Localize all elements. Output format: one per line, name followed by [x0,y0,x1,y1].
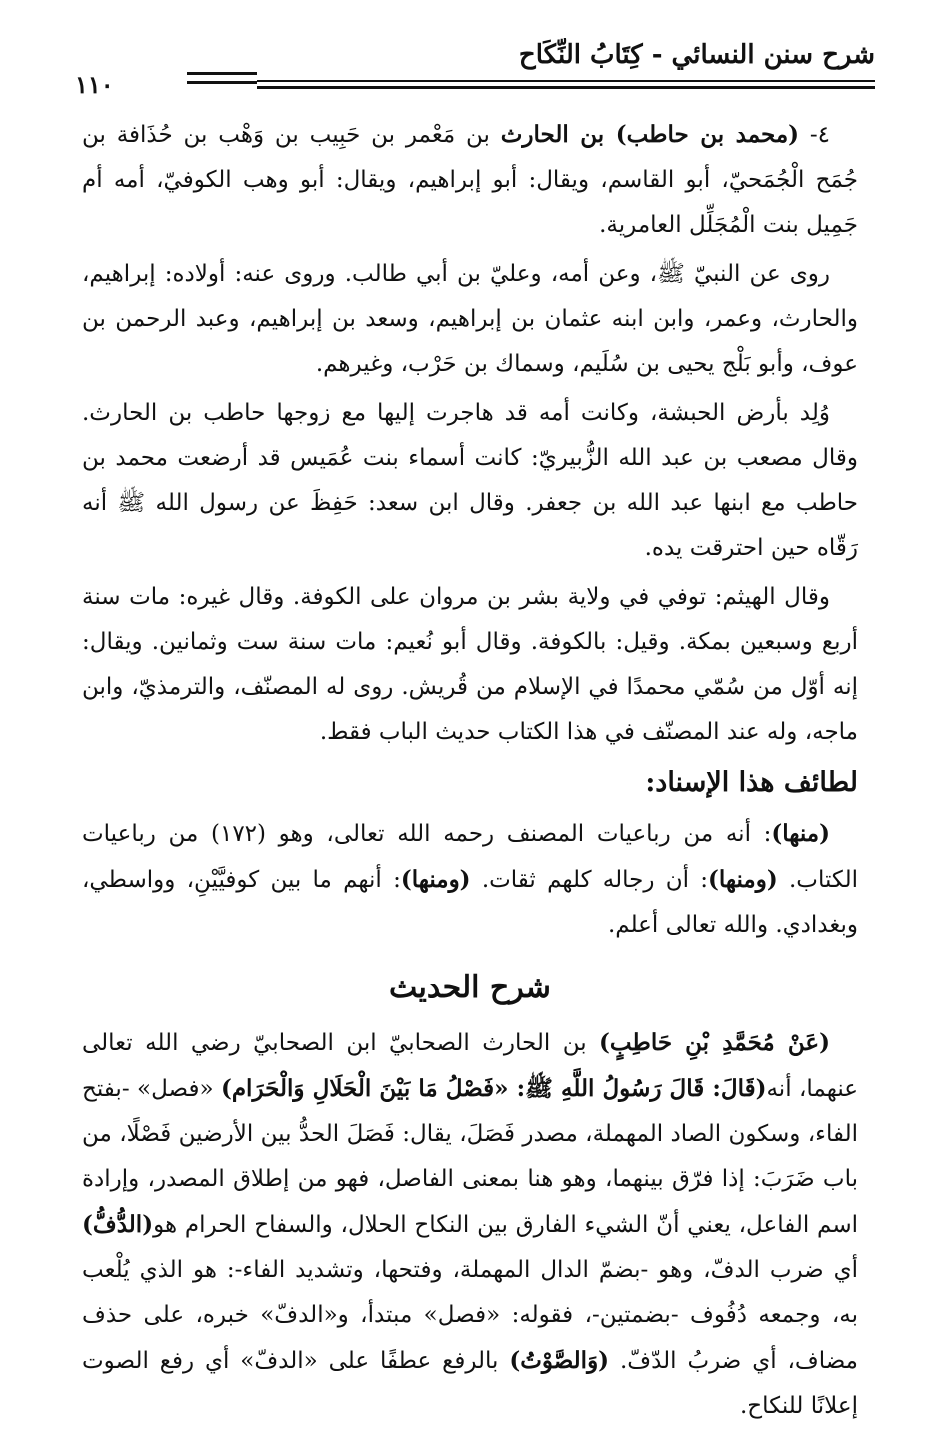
sharh-paragraph [82,1020,858,1429]
running-title: شرح سنن النسائي - كِتَابُ النِّكَاح [518,40,875,70]
page-number: ١١٠ [75,70,114,99]
header-rule [257,86,875,89]
lataif-heading: لطائف هذا الإسناد: [645,767,858,798]
lataif-text-2: : أن رجاله كلهم ثقات. [470,867,708,893]
bio-paragraph-1 [82,112,858,248]
lataif-text-3: : أنهم ما بين كوفيَّيْنِ، وواسطي، وبغدادي. والله تعالى أعلم. [82,867,858,938]
commentary-3: أي ضرب الدفّ، وهو -بضمّ الدال المهملة، وفتحها، وتشديد الفاء-: هو الذي يُلْعب به، وجمعه دُفُوف -بضمتين-، فقوله: «فصل» مبتدأ، و«الدفّ» خبره، على حذف مضاف، أي ضربُ الدّفّ. [82,1257,859,1374]
hadith-segment-4: (وَالصَّوْتُ) [509,1347,610,1374]
commentary-1: بن الحارث الصحابيّ ابن الصحابيّ رضي الله تعالى عنهما، أنه [82,1030,858,1102]
header-rule-top [257,80,875,82]
page-header [75,40,875,98]
narrator-name: (محمد بن حاطب) بن الحارث [500,121,800,148]
hadith-segment-1: (عَنْ مُحَمَّدِ بْنِ حَاطِبٍ) [599,1029,830,1056]
bio-paragraph-3: وُلِد بأرض الحبشة، وكانت أمه قد هاجرت إليها مع زوجها حاطب بن الحارث. وقال مصعب بن عبد الله الزُّبيريّ: كانت أسماء بنت عُمَيس قد أرضعت محمد بن حاطب مع ابنها عبد الله بن جعفر. وقال ابن سعد: حَفِظَ عن رسول الله ﷺ أنه رَقّاه حين احترقت يده. [82,400,858,561]
commentary-2: «فصل» -بفتح الفاء، وسكون الصاد المهملة، مصدر فَصَلَ، يقال: فَصَلَ الحدُّ بين الأرضين فَصْلًا، من باب ضَرَبَ: إذا فرّق بينهما، وهو هنا بمعنى الفاصل، فهو من إطلاق المصدر، وإرادة اسم الفاعل، يعني أنّ الشيء الفارق بين النكاح الحلال، والسفاح الحرام هو [82,1076,858,1238]
bio-text: بن مَعْمر بن حَبِيب بن وَهْب بن حُذَافة بن جُمَح الْجُمَحيّ، أبو القاسم، ويقال: أبو إبراهيم، ويقال: أبو وهب الكوفيّ، أمه أم جَمِيل بنت الْمُجَلِّل العامرية. [82,122,858,238]
lataif-text-1: : أنه من رباعيات المصنف رحمه الله تعالى، وهو (١٧٢) من رباعيات الكتاب. [82,821,858,893]
page-content [82,112,858,1433]
lataif-label-3: (ومنها) [400,866,471,893]
lataif-paragraph [82,811,858,948]
sharh-heading: شرح الحديث [389,970,551,1005]
hadith-segment-3: (الدُّفُّ) [82,1211,154,1238]
header-rule-left [187,72,257,84]
commentary-4: بالرفع عطفًا على «الدفّ» أي رفع الصوت إعلانًا للنكاح. [82,1348,858,1419]
lataif-label-1: (منها) [771,820,830,847]
lataif-label-2: (ومنها) [707,866,778,893]
bio-paragraph-4: وقال الهيثم: توفي في ولاية بشر بن مروان على الكوفة. وقال غيره: مات سنة أربع وسبعين بمكة. وقيل: بالكوفة. وقال أبو نُعيم: مات سنة ست وثمانين. ويقال: إنه أوّل من سُمّي محمدًا في الإسلام من قُريش. روى له المصنّف، والترمذيّ، وابن ماجه، وله عند المصنّف في هذا الكتاب حديث الباب فقط. [82,584,858,745]
bio-paragraph-2: روى عن النبيّ ﷺ، وعن أمه، وعليّ بن أبي طالب. وروى عنه: أولاده: إبراهيم، والحارث، وعمر، وابن ابنه عثمان بن إبراهيم، وسعد بن إبراهيم، وعبد الرحمن بن عوف، وأبو بَلْج يحيى بن سُلَيم، وسماك بن حَرْب، وغيرهم. [82,261,858,377]
hadith-segment-2: (قَالَ: قَالَ رَسُولُ اللَّهِ ﷺ: «فَصْلُ مَا بَيْنَ الْحَلَالِ وَالْحَرَام) [220,1075,767,1102]
bio-number: ٤- [799,122,830,148]
